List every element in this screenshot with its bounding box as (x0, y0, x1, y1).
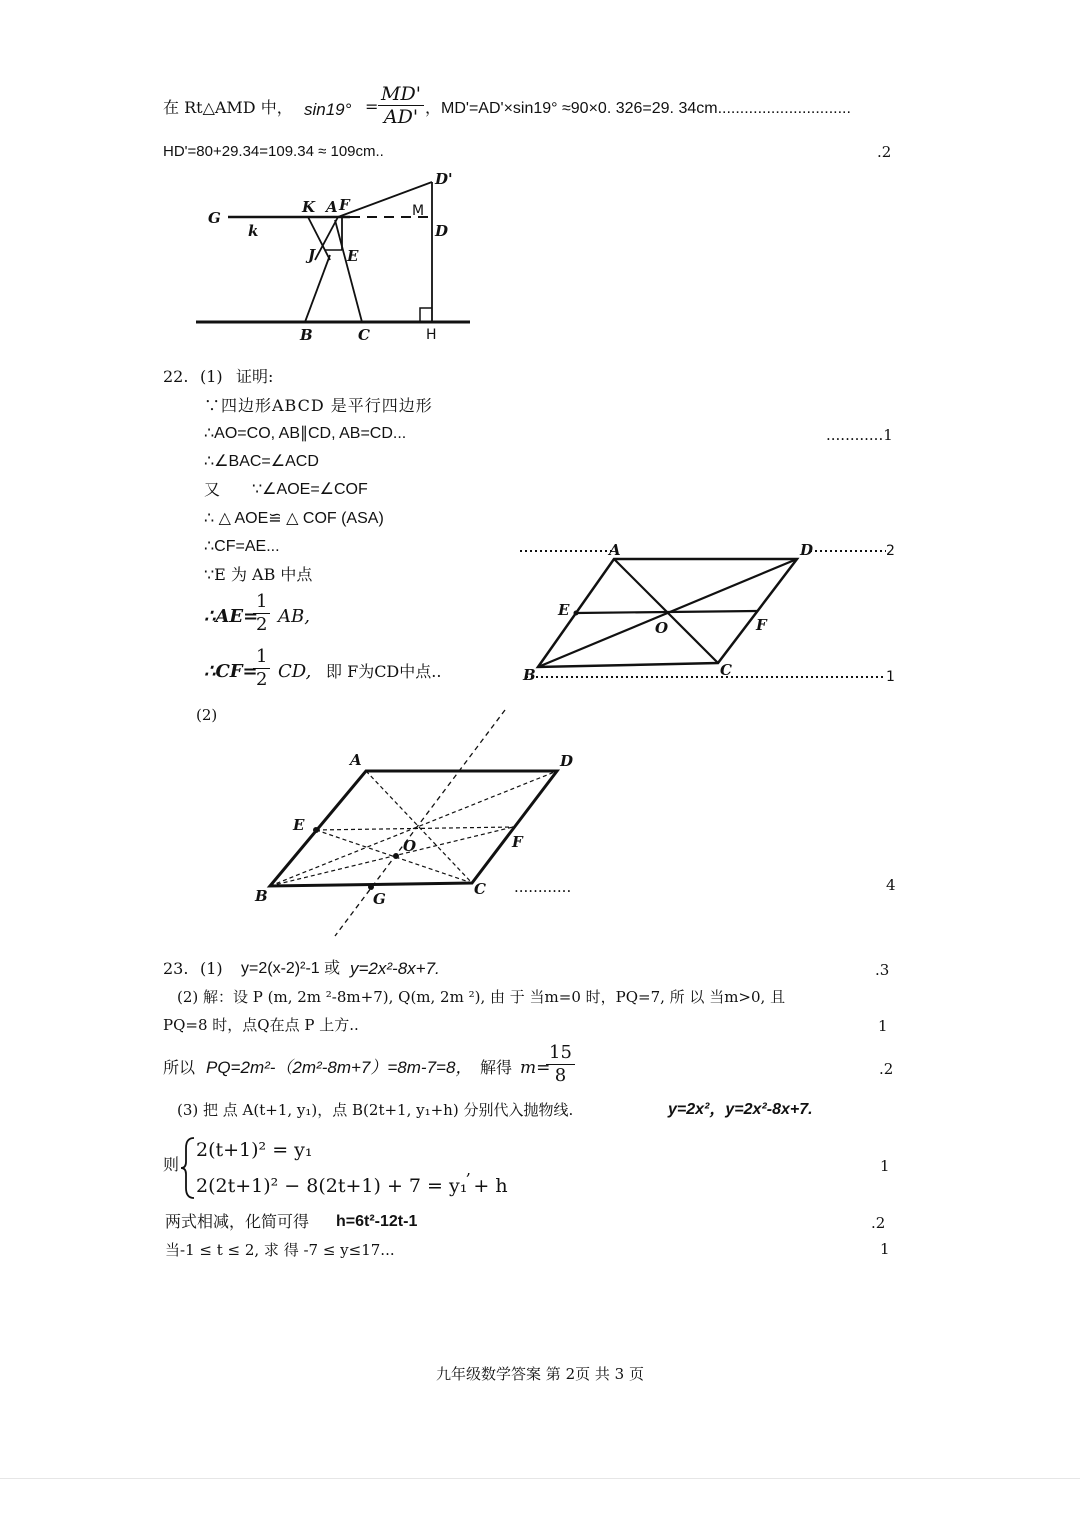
label-C: C (720, 661, 732, 679)
q22-cf-prefix: ∴CF= (204, 661, 258, 682)
q22-line2: ∴AO=CO, AB∥CD, AB=CD... (204, 425, 407, 442)
page-footer: 九年级数学答案 第 2页 共 3 页 (436, 1365, 644, 1383)
q23-line1a: y=2(x-2)²-1 或 (241, 960, 341, 977)
q22-ae-half-num: 1 (253, 591, 270, 614)
q23-line7: 当-1 ≤ t ≤ 2, 求 得 -7 ≤ y≤17... (165, 1241, 395, 1259)
label-M: M (412, 203, 425, 219)
q22-ae-suffix: AB, (278, 606, 310, 627)
point-o-dot (393, 853, 399, 859)
label-F: F (756, 616, 767, 634)
q22-line3: ∴∠BAC=∠ACD (204, 453, 319, 470)
label-G-2: G (373, 890, 386, 908)
label-G: G (208, 209, 221, 227)
q23-line4b: PQ=2m²-（2m²-8m+7）=8m-7=8， (206, 1058, 473, 1077)
q23-line5a: (3) 把 点 A(t+1, y₁)，点 B(2t+1, y₁+h) 分别代入抛物线. (177, 1101, 574, 1119)
q22-figure2 (250, 708, 574, 938)
q22-score-2: 2 (886, 543, 895, 559)
q22-cf-half-num: 1 (253, 646, 270, 669)
q22-proof: 证明: (236, 367, 274, 386)
q23-score5: 1 (880, 1157, 890, 1175)
leg-c (335, 220, 362, 322)
q21-figure (190, 170, 490, 350)
q21-fraction (378, 83, 424, 128)
label-D-prime: D' (435, 170, 453, 188)
q22-number: 22. (163, 367, 189, 386)
label-D: D (800, 541, 814, 559)
q23-system-comma: , (466, 1160, 472, 1179)
q22-fig2-score: 4 (886, 876, 896, 894)
q22-score-1: 1 (886, 669, 895, 685)
label-K: K (302, 198, 316, 216)
q23-m-den: 8 (554, 1065, 567, 1086)
label-B: B (300, 326, 313, 344)
label-C-2: C (474, 880, 486, 898)
q23-m-fraction (546, 1042, 575, 1087)
q23-score7: 1 (880, 1240, 890, 1258)
q23-ze: 则 (163, 1155, 180, 1174)
q21-line2: HD'=80+29.34=109.34 ≈ 109cm.. (163, 143, 384, 160)
segment-ef (576, 611, 757, 613)
q22-line7: ∵E 为 AB 中点 (204, 565, 313, 584)
leg-b (305, 255, 330, 322)
q23-score3: 1 (878, 1017, 888, 1035)
q22-line5: ∴ △ AOE≌ △ COF (ASA) (204, 510, 384, 527)
label-O-2: O (403, 837, 417, 855)
q23-line6a: 两式相减，化简可得 (165, 1212, 310, 1231)
q22-cf-half-den: 2 (256, 669, 268, 690)
q21-line1-prefix: 在 Rt△AMD 中， (163, 98, 293, 117)
q22-figure1 (518, 535, 918, 685)
q22-cf-half (253, 646, 270, 691)
q23-line2: (2) 解：设 P (m, 2m ²-8m+7), Q(m, 2m ²), 由 于 当m=0 时，PQ=7, 所 以 当m>0, 且 (177, 988, 786, 1006)
label-k: k (248, 222, 259, 240)
q23-m-num: 15 (546, 1042, 575, 1065)
q22-ae-prefix: ∴AE= (204, 606, 259, 627)
label-A: A (326, 198, 338, 216)
label-J: J (308, 246, 316, 264)
q22-ae-half-den: 2 (256, 614, 268, 635)
label-E: E (558, 601, 570, 619)
label-D-2: D (560, 752, 574, 770)
q22-ae-half (253, 591, 270, 636)
point-e-dot (574, 611, 579, 616)
q22-cf-tail: 即 F为CD中点.. (326, 662, 442, 681)
q23-part1: (1) (200, 959, 223, 978)
label-A-2: A (350, 751, 362, 769)
q21-sin: sin19° (304, 100, 352, 119)
q22-part1: (1) (200, 367, 223, 386)
label-E-2: E (293, 816, 305, 834)
q23-line5b: y=2x²，y=2x²-8x+7. (668, 1101, 813, 1118)
q22-line4a: 又 (204, 480, 221, 499)
q23-score6: .2 (871, 1214, 886, 1232)
q23-line1b: y=2x²-8x+7. (350, 959, 440, 978)
dashed-line-og (335, 710, 505, 936)
q23-score1: .3 (875, 961, 890, 979)
q23-number: 23. (163, 959, 189, 978)
label-O: O (655, 619, 669, 637)
label-A: A (609, 541, 621, 559)
q22-line1: ∵四边形ABCD 是平行四边形 (204, 396, 433, 415)
dashed-ac (366, 771, 472, 883)
q23-system-eq2: 2(2t+1)² − 8(2t+1) + 7 = y₁ + h (196, 1175, 508, 1197)
q22-line4b: ∵∠AOE=∠COF (252, 481, 368, 498)
q21-line1-mid: ，MD'=AD'×sin19° ≈90×0. 326=29. 34cm.............................. (425, 100, 851, 117)
q23-line6b: h=6t²-12t-1 (336, 1213, 418, 1230)
label-F: F (339, 196, 350, 214)
q21-frac-num: MD' (378, 83, 424, 106)
right-angle-mark (420, 308, 432, 322)
bottom-divider (0, 1478, 1080, 1479)
label-B-2: B (255, 887, 268, 905)
q22-cf-suffix: CD, (278, 661, 312, 682)
label-H: H (426, 327, 437, 343)
q22-line6: ∴CF=AE... (204, 538, 280, 555)
label-C: C (358, 326, 370, 344)
q22-part2: (2) (196, 706, 218, 724)
q22-line2-score: ............1 (826, 426, 893, 444)
q22-fig2-dots: ............ (514, 878, 572, 896)
q23-line3: PQ=8 时，点Q在点 P 上方.. (163, 1016, 359, 1034)
q23-score4: .2 (879, 1060, 894, 1078)
label-B: B (523, 666, 536, 684)
q23-line4c: 解得 (480, 1058, 513, 1077)
dashed-ef (316, 827, 513, 830)
q23-line4a: 所以 (163, 1058, 196, 1077)
label-F-2: F (512, 833, 523, 851)
point-e-dot-2 (313, 827, 319, 833)
q23-line4d: m= (520, 1058, 551, 1078)
q21-eq: = (365, 97, 379, 116)
q21-score: .2 (877, 143, 892, 161)
label-E: E (347, 247, 359, 265)
q21-frac-den: AD' (383, 106, 419, 128)
q23-system-eq1: 2(t+1)² = y₁ (196, 1139, 313, 1161)
label-D: D (435, 222, 449, 240)
